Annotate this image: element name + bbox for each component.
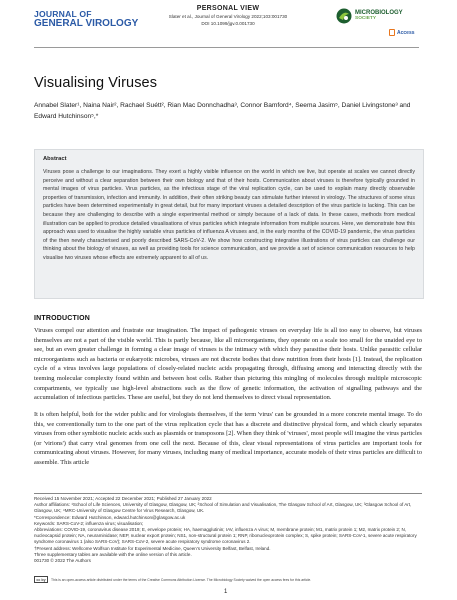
header-divider: [34, 47, 419, 48]
correspondence[interactable]: *Correspondence: Edward Hutchinson, edward.hutchinson@glasgow.ac.uk: [34, 514, 186, 520]
journal-name-line2: GENERAL VIROLOGY: [34, 18, 139, 29]
abstract-text: Viruses pose a challenge to our imaginations. They exert a highly visible influence on the world in which we live, but operate at scales we cannot directly perceive and without a clear separation between their own biology and that of their hosts. Communication about viruses is therefore typically grounded in mental images of virus particles. Virus particles, as the infectious stage of the viral replication cycle, can be used to explain many directly observable properties of transmission, infection and immunity. In addition, their often striking beauty can stimulate further interest in virology. The structures of some virus particles have been determined experimentally in great detail, but for many important viruses a detailed description of the virus particle is lacking. This can be because they are challenging to describe with a single experimental method or simply because of a lack of data. In these cases, methods from medical illustration can be applied to produce detailed visualisations of virus particles which integrate information from multiple sources. Here, we demonstrate how this approach was used to visualise the highly variable virus particles of influenza A viruses and, in the early months of the COVID-19 pandemic, the virus particles of the then newly characterised and poorly described SARS-CoV-2. We show how constructing integrative illustrations of virus particles can challenge our thinking about the biology of viruses, as well as providing tools for science communication, and we provide a set of science communication resources to help visualise two viruses whose effects are extremely apparent to all of us.: [43, 169, 415, 261]
present-address: †Present address: Wellcome Wolfson Institute for Experimental Medicine, Queen's University Belfast, Belfast, Ireland.: [34, 545, 271, 551]
introduction-heading: INTRODUCTION: [34, 315, 91, 322]
supplementary-note: Three supplementary tables are available with the online version of this article.: [34, 551, 192, 557]
society-name-line1: MICROBIOLOGY: [355, 9, 403, 16]
abstract-box: [34, 149, 424, 299]
author-list: Annabel Slater¹, Naina Nair², Rachael Suétt², Rian Mac Donnchadha³, Connor Bamford⁴, Seema Jasim⁵, Daniel Livingstone³ and Edward Hutchinson⁵,*: [34, 102, 411, 120]
paragraph-text: It is often helpful, both for the wider public and for virologists themselves, if the term 'virus' can be grounded in a more concrete mental image. To do this, we conventionally turn to the one part of the virus replication cycle that has a discrete and distinctive physical form, and which clearly separates viruses from other symbiotic nucleic acids such as plasmids or transposons [2]. When they think of 'viruses', most people will imagine the virus particles (or 'virions') that carry viral genomes from one cell the next. Because of this, clear visual representations of virus particles are important tools for communicating about viruses. However, for many viruses, including many of medical importance, accurate models of their virus particles are difficult to assemble. This article: [34, 411, 422, 466]
open-access-badge: [389, 29, 415, 36]
footnotes: [34, 496, 426, 564]
open-access-label: Access: [397, 29, 415, 36]
citation-text: Slater et al., Journal of General Virology 2022;103:001730: [168, 14, 288, 19]
abstract-heading: Abstract: [43, 156, 67, 162]
page-number: 1: [224, 589, 228, 595]
cc-by-badge[interactable]: cc by: [34, 576, 48, 583]
license-text: This is an open-access article distributed under the terms of the Creative Commons Attribution License. The Microbiology Society waived the open access fees for this article.: [51, 577, 312, 582]
abbreviations: Abbreviations: COVID-19, coronavirus disease 2019; E, envelope protein; HA, haemagglutinin; IAV, influenza A virus; M, membrane protein; M1, matrix protein 1; M2, matrix protein 2; N, nucleocapsid protein; NA, neuraminidase; NEP, nuclear export protein; NS1, non-structural protein 1; RNP, ribonucleoprotein complex; S, spike protein; SARS-CoV-1, severe acute respiratory syndrome coronavirus 1 (also SARS-CoV); SARS-CoV-2, severe acute respiratory syndrome coronavirus 2.: [34, 527, 417, 545]
article-code: 001730 © 2022 The Authors: [34, 558, 91, 564]
license-line: [34, 576, 311, 583]
journal-name-line1: JOURNAL OF: [34, 9, 92, 19]
article-type-label: PERSONAL VIEW: [196, 5, 260, 12]
footnote-divider: [34, 493, 422, 494]
introduction-paragraph-2: [34, 410, 422, 468]
introduction-paragraph-1: [34, 326, 422, 403]
society-emblem-icon: [336, 8, 352, 24]
article-title: Visualising Viruses: [34, 75, 158, 91]
publication-dates: Received 15 November 2021; Accepted 22 December 2021; Published 27 January 2022: [34, 496, 212, 501]
author-affiliations: Author affiliations: ¹School of Life Sciences, University of Glasgow, Glasgow, UK; ²School of Simulation and Visualisation, The Glasgow School of Art, Glasgow, UK; ³Glasgow School of Art, Glasgow, UK; ⁴MRC-University of Glasgow Centre for Virus Research, Glasgow, UK.: [34, 502, 412, 514]
open-lock-icon: [389, 29, 395, 36]
paragraph-text: Viruses compel our attention and frustrate our imagination. The impact of pathogenic viruses on everyday life is all too easy to observe, but viruses themselves are not a part of the visible world. This is partly because, like all microorganisms, they operate on a scale too small for the unaided eye to see, but an even greater challenge in forming a clear image of viruses is the intimacy with which they parasitise their hosts. Unlike parasitic cellular microorganisms such as bacteria or eukaryotic microbes, viruses are not discrete bodies that draw nutrition from their hosts [1]. Instead, the replication cycle of a virus involves large populations of closely-related nucleic acids propagating through, diffusing among and interacting directly with the teeming molecular complexity found within and between host cells. Rather than picturing this mingling of molecules through multiple microscopic compartments, we typically use high-level abstractions such as the flow of genetic information, the activation of signalling pathways and the accumulation of infectious particles. These are useful, but they do not lend themselves to direct visual representation.: [34, 327, 422, 402]
article-header-info: [150, 4, 306, 27]
microbiology-society-logo[interactable]: [336, 8, 403, 24]
journal-logo[interactable]: [34, 10, 138, 28]
doi-link[interactable]: DOI 10.1099/jgv.0.001730: [201, 20, 255, 26]
keywords: Keywords: SARS-CoV-2; influenza virus; visualisation;: [34, 520, 144, 526]
society-name-line2: SOCIETY: [355, 16, 377, 21]
